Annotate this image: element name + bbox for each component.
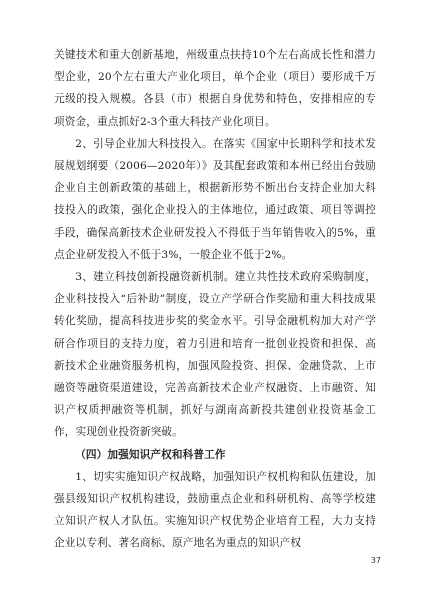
paragraph-3: 3、建立科技创新投融资新机制。建立共性技术政府采购制度，企业科技投入“后补助”制度，设立产学研合作奖励和重大科技成果转化奖励，提高科技进步奖的奖金水平。引导金融机构加大对产学研合作项目的支持力度，着力引进和培育一批创业投资和担保、高新技术企业融资服务机构，加强风险投资、担保、金融贷款、上市融资等融资渠道建设，完善高新技术企业产权融资、上市融资、知识产权质押融资等机制，抓好与湖南高新投共建创业投资基金工作，实现创业投资新突破。	[54, 271, 376, 439]
section-heading: （四）加强知识产权和科普工作	[75, 448, 226, 461]
page-body	[54, 44, 376, 555]
page-number: 37	[370, 556, 381, 565]
paragraph-1: 关键技术和重大创新基地，州级重点扶持10个左右高成长性和潜力型企业，20个左右重大产业化项目，单个企业（项目）要形成千万元级的投入规模。各县（市）根据自身优势和特色，安排相应的专项资金，重点抓好2-3个重大科技产业化项目。	[54, 49, 376, 128]
paragraph-4: 1、切实实施知识产权战略，加强知识产权机构和队伍建设，加强县级知识产权机构建设，鼓励重点企业和科研机构、高等学校建立知识产权人才队伍。实施知识产权优势企业培育工程，大力支持企业以专利、著名商标、原产地名为重点的知识产权	[54, 470, 376, 550]
paragraph-2: 2、引导企业加大科技投入。在落实《国家中长期科学和技术发展规划纲要（2006—2020年）》及其配套政策和本州已经出台鼓励企业自主创新政策的基础上，根据新形势不断出台支持企业加大科技投入的政策，强化企业投入的主体地位，通过政策、项目等调控手段，确保高新技术企业研发投入不得低于当年销售收入的5%，重点企业研发投入不低于3%，一般企业不低于2%。	[54, 137, 376, 261]
